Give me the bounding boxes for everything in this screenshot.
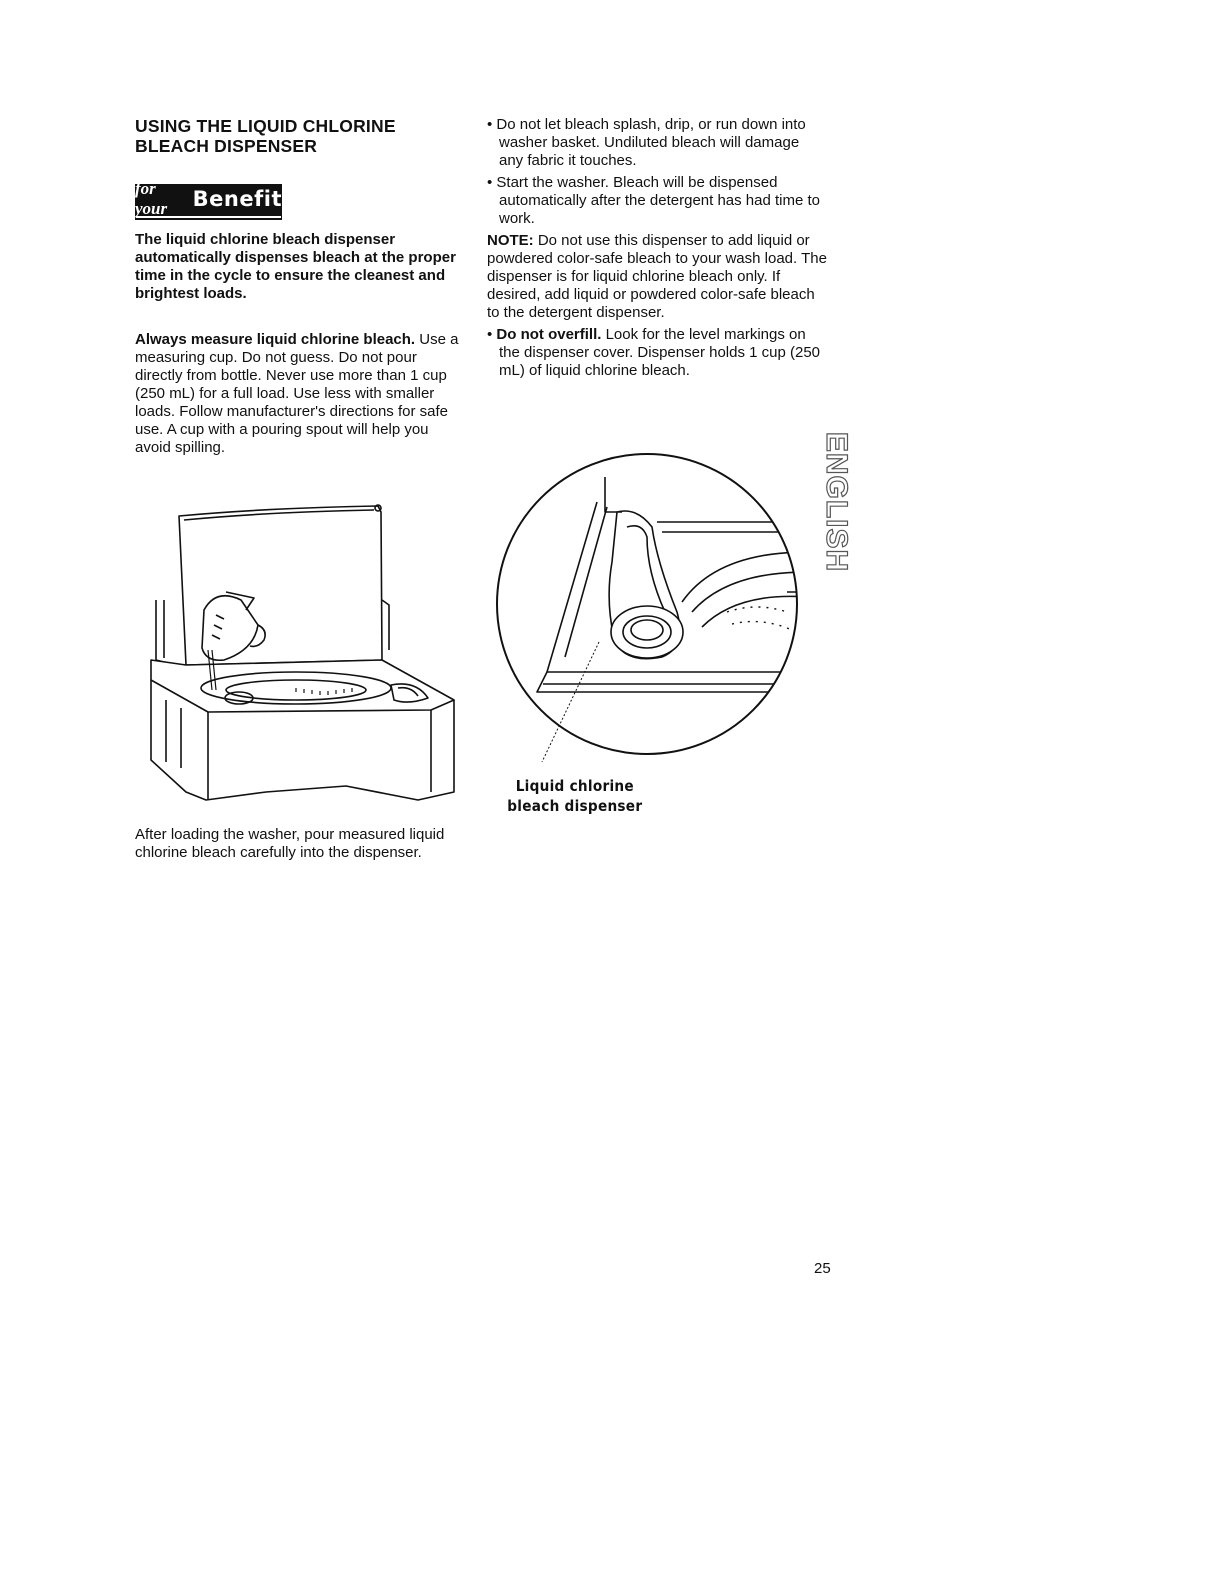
washer-pouring-illustration (146, 500, 461, 820)
bullet-no-splash: • Do not let bleach splash, drip, or run down into washer basket. Undiluted bleach will damage any fabric it touches. (487, 116, 806, 169)
overfill-text: Look for the level markings on the dispenser cover. Dispenser holds 1 cup (250 mL) of liquid chlorine bleach. (499, 326, 821, 379)
label-line-2: bleach dispenser (507, 797, 643, 815)
heading-line-1: USING THE LIQUID CHLORINE (135, 116, 396, 136)
dispenser-figure-label (500, 776, 650, 816)
intro-paragraph: The liquid chlorine bleach dispenser automatically dispenses bleach at the proper time in the cycle to ensure the cleanest and brightest loads. (135, 231, 456, 302)
language-tab-text: ENGLISH (820, 431, 854, 573)
note-text: Do not use this dispenser to add liquid or powdered color-safe bleach to your wash load. The dispenser is for liquid chlorine bleach only. If desired, add liquid or powdered color-safe bleach to the detergent dispenser. (487, 232, 827, 321)
label-line-1: Liquid chlorine (515, 777, 634, 795)
for-your-benefit-banner (135, 179, 282, 218)
note-lead: NOTE: (487, 232, 534, 249)
note-paragraph (487, 232, 827, 322)
measure-paragraph (135, 331, 460, 457)
page-number: 25 (814, 1260, 831, 1277)
dispenser-closeup-illustration (487, 452, 807, 772)
section-heading (135, 116, 460, 156)
heading-line-2: BLEACH DISPENSER (135, 136, 318, 156)
banner-prefix: for your (135, 179, 168, 218)
left-column (135, 116, 460, 457)
bullet-do-not-overfill (487, 326, 827, 380)
language-side-tab (818, 412, 854, 592)
pour-caption: After loading the washer, pour measured liquid chlorine bleach carefully into the dispenser. (135, 826, 445, 861)
measure-text: Use a measuring cup. Do not guess. Do not pour directly from bottle. Never use more than 1 cup (250 mL) for a full load. Use less with smaller loads. Follow manufacturer's directions for safe use. A cup with a pouring spout will help you avoid spilling. (135, 331, 459, 456)
right-column (487, 116, 827, 384)
overfill-lead: Do not overfill. (496, 326, 602, 343)
bullet-mark: • (487, 326, 497, 343)
bullet-start-washer: • Start the washer. Bleach will be dispensed automatically after the detergent has had time to work. (487, 174, 821, 227)
banner-word: Benefit (192, 187, 282, 211)
measure-lead: Always measure liquid chlorine bleach. (135, 331, 416, 348)
